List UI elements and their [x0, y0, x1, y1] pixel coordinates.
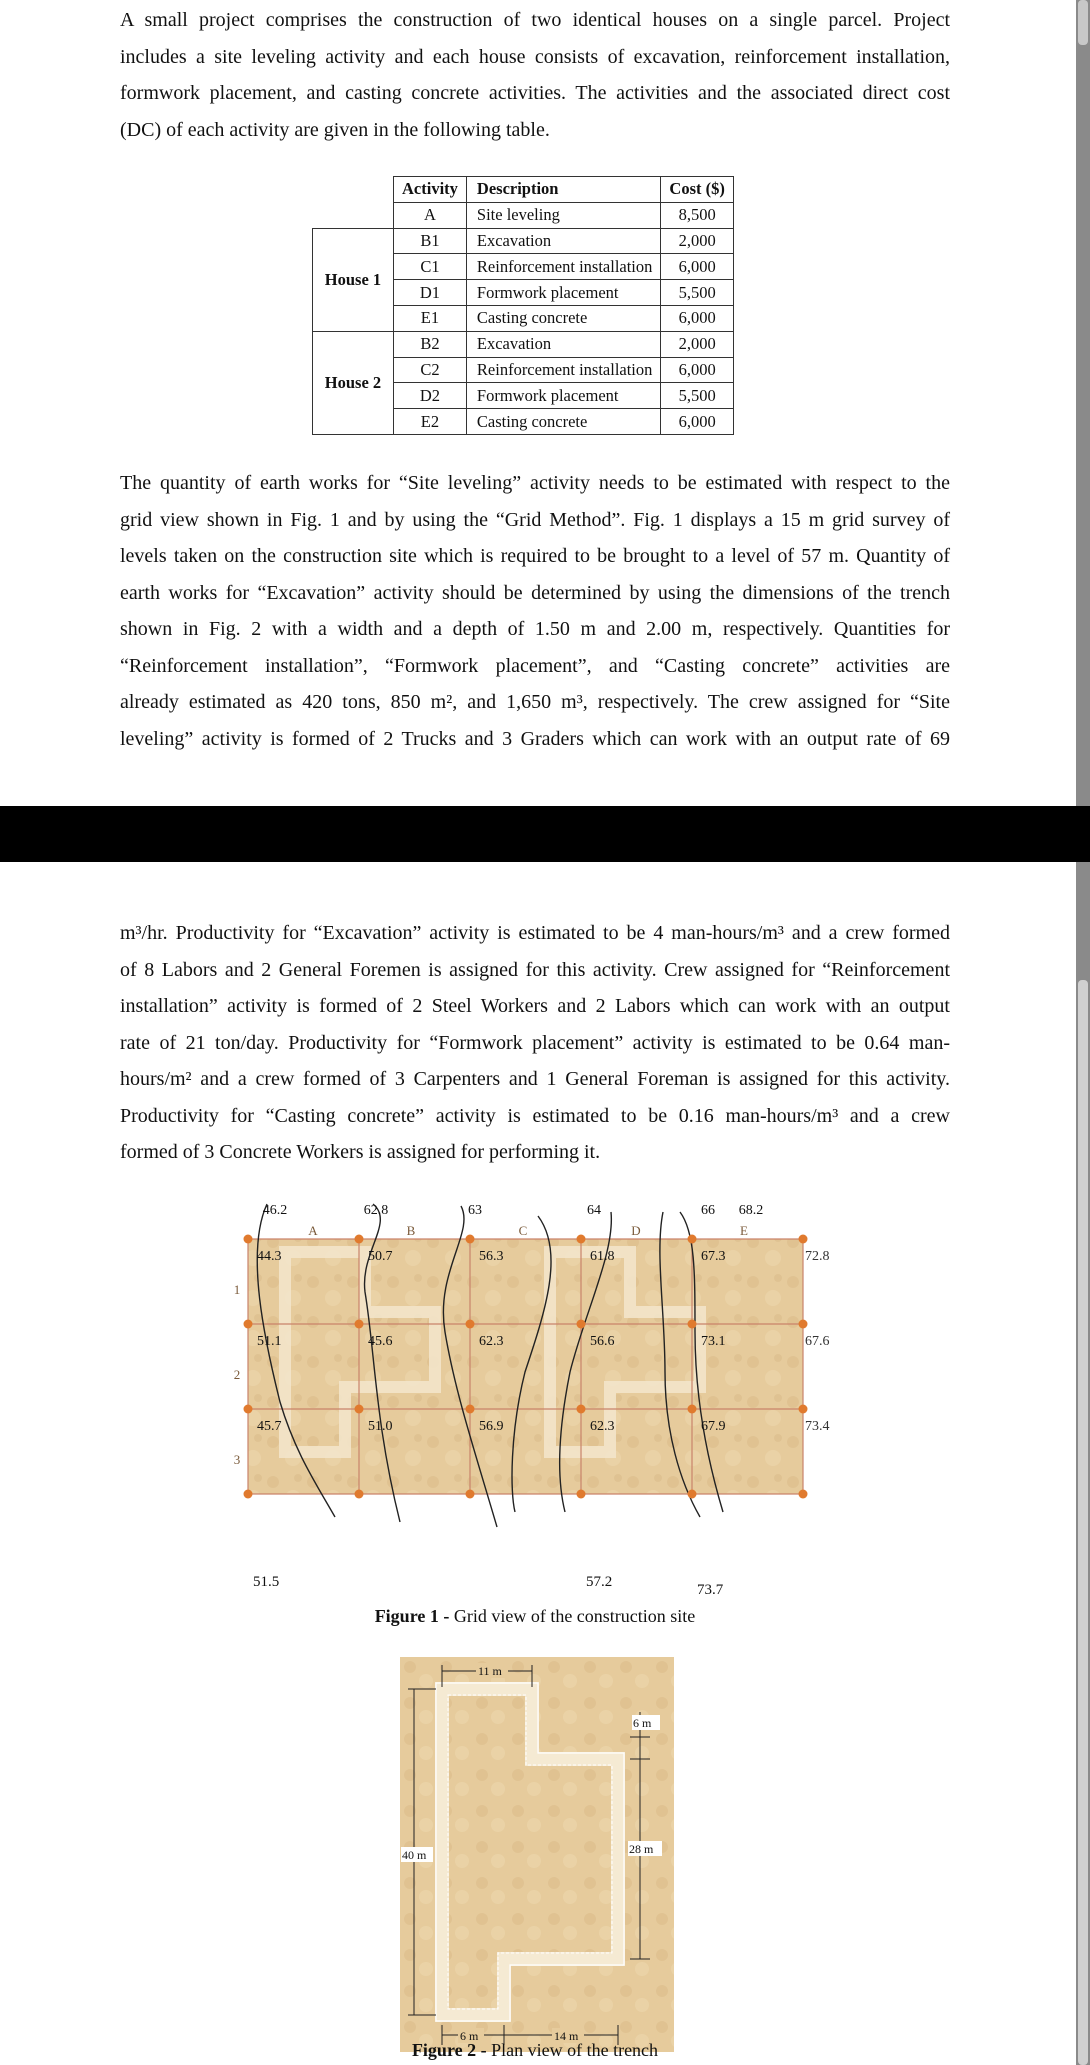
activity-description: Casting concrete: [466, 305, 661, 331]
text-line: hours/m² and a crew formed of 3 Carpenters and 1 General Foreman is assigned for this activity.: [120, 1068, 950, 1090]
text-line: grid view shown in Fig. 1 and by using the “Grid Method”. Fig. 1 displays a 15 m grid survey of: [120, 508, 950, 531]
activity-id: C1: [394, 254, 467, 280]
figure-2-caption-label: Figure 2 -: [411, 2040, 487, 2060]
activity-cost: 6,000: [661, 254, 733, 280]
grid-level: 73.1: [701, 1334, 726, 1349]
text-line: formwork placement, and casting concrete activities. The activities and the associated direct cost: [120, 82, 950, 104]
activity-cost: 8,500: [661, 202, 733, 228]
page-separator: [0, 806, 1090, 862]
table-blank-cell: [313, 202, 394, 228]
dim-top: 11 m: [478, 1664, 502, 1678]
contour-label: 62.8: [363, 1203, 389, 1218]
text-line: levels taken on the construction site which is required to be brought to a level of 57 m. Quantity of: [120, 545, 950, 567]
text-line: “Reinforcement installation”, “Formwork placement”, and “Casting concrete” activities are: [120, 654, 950, 677]
page-2: [0, 862, 1076, 2065]
text-line: leveling” activity is formed of 2 Trucks and 3 Graders which can work with an output rate of 69: [120, 727, 950, 750]
text-line: (DC) of each activity are given in the following table.: [120, 118, 550, 141]
text-line: includes a site leveling activity and each house consists of excavation, reinforcement installation,: [120, 45, 950, 68]
activity-id: A: [394, 202, 467, 228]
activity-cost: 6,000: [661, 409, 733, 435]
figure-2-trench-plan: [400, 1657, 674, 2052]
grid-level: 51.0: [368, 1419, 393, 1434]
activity-description: Formwork placement: [466, 280, 661, 306]
figure-1-caption-text: Grid view of the construction site: [449, 1606, 696, 1626]
figure-2-caption-text: Plan view of the trench: [486, 2040, 659, 2060]
table-blank-cell: [313, 177, 394, 203]
grid-level: 51.1: [257, 1334, 282, 1349]
activity-id: D1: [394, 280, 467, 306]
grid-level: 44.3: [257, 1249, 282, 1264]
activity-cost: 6,000: [661, 357, 733, 383]
contour-label: 57.2: [586, 1574, 613, 1590]
activity-id: B2: [394, 331, 467, 357]
column-label: D: [631, 1223, 641, 1238]
grid-level: 61.8: [590, 1249, 615, 1264]
activity-id: E1: [394, 305, 467, 331]
grid-level: 62.3: [479, 1334, 504, 1349]
header-cost: Cost ($): [661, 177, 733, 203]
contour-label: 73.7: [697, 1582, 724, 1598]
row-label: 3: [233, 1452, 241, 1467]
contour-label: 68.2: [738, 1203, 764, 1218]
figure-1-grid: [225, 1192, 830, 1502]
grid-level: 50.7: [368, 1249, 393, 1264]
text-line: The quantity of earth works for “Site leveling” activity needs to be estimated with respect to the: [120, 472, 950, 494]
dim-bottom-left: 6 m: [460, 2029, 479, 2043]
column-label: E: [740, 1223, 748, 1238]
activity-description: Reinforcement installation: [466, 254, 661, 280]
activity-id: B1: [394, 228, 467, 254]
page-1: [0, 0, 1076, 806]
column-label: B: [406, 1223, 416, 1238]
grid-level: 51.5: [253, 1574, 280, 1590]
table-row: [313, 202, 734, 228]
contour-label: 46.2: [262, 1203, 288, 1218]
grid-level: 67.9: [701, 1419, 726, 1434]
contour-label: 66: [701, 1203, 715, 1218]
grid-level: 62.3: [590, 1419, 615, 1434]
text-line: rate of 21 ton/day. Productivity for “Formwork placement” activity is estimated to be 0.64 man-: [120, 1031, 950, 1054]
grid-level: 67.3: [701, 1249, 726, 1264]
row-label: 1: [233, 1282, 241, 1297]
activity-table: [312, 176, 734, 435]
row-label: 2: [233, 1367, 241, 1382]
dim-right: 28 m: [629, 1842, 654, 1856]
text-line: formed of 3 Concrete Workers is assigned for performing it.: [120, 1141, 601, 1163]
grid-level: 45.6: [368, 1334, 393, 1349]
activity-description: Excavation: [466, 331, 661, 357]
table-row: [313, 228, 734, 254]
activity-cost: 5,500: [661, 383, 733, 409]
text-line: Productivity for “Casting concrete” activity is estimated to be 0.16 man-hours/m³ and a crew: [120, 1104, 950, 1127]
table-header-row: [313, 177, 734, 203]
grid-level: 56.3: [479, 1249, 504, 1264]
activity-description: Reinforcement installation: [466, 357, 661, 383]
dim-left: 40 m: [402, 1848, 427, 1862]
text-line: already estimated as 420 tons, 850 m², and 1,650 m³, respectively. The crew assigned for “Site: [120, 691, 950, 713]
activity-cost: 5,500: [661, 280, 733, 306]
scrollbar-track[interactable]: [1076, 0, 1090, 2065]
activity-id: C2: [394, 357, 467, 383]
table-row: [313, 331, 734, 357]
dim-bottom-right: 14 m: [554, 2029, 579, 2043]
figure-1-caption: [280, 1606, 790, 1627]
text-line: of 8 Labors and 2 General Foremen is assigned for this activity. Crew assigned for “Reinforcement: [120, 958, 950, 981]
text-line: A small project comprises the construction of two identical houses on a single parcel. Project: [120, 9, 950, 31]
column-label: A: [308, 1223, 318, 1238]
text-line: installation” activity is formed of 2 Steel Workers and 2 Labors which can work with an output: [120, 995, 950, 1017]
grid-level: 56.6: [590, 1334, 615, 1349]
quantity-paragraph: [120, 465, 950, 757]
grid-level: 67.6: [805, 1334, 830, 1349]
house-2-group: House 2: [313, 331, 394, 434]
text-line: m³/hr. Productivity for “Excavation” activity is estimated to be 4 man-hours/m³ and a crew formed: [120, 922, 950, 944]
grid-level: 73.4: [805, 1419, 830, 1434]
activity-cost: 2,000: [661, 331, 733, 357]
activity-id: D2: [394, 383, 467, 409]
scrollbar-thumb-prev[interactable]: [1078, 0, 1088, 45]
scrollbar-thumb[interactable]: [1078, 980, 1088, 2065]
activity-description: Casting concrete: [466, 409, 661, 435]
dim-right-upper: 6 m: [633, 1716, 652, 1730]
text-line: earth works for “Excavation” activity should be determined by using the dimensions of the trench: [120, 581, 950, 604]
activity-description: Site leveling: [466, 202, 661, 228]
activity-cost: 6,000: [661, 305, 733, 331]
house-1-group: House 1: [313, 228, 394, 331]
header-description: Description: [466, 177, 661, 203]
grid-level: 56.9: [479, 1419, 504, 1434]
productivity-paragraph: [120, 915, 950, 1171]
column-label: C: [518, 1223, 528, 1238]
contour-label: 64: [587, 1203, 601, 1218]
intro-paragraph: [120, 2, 950, 148]
figure-2-caption: [350, 2040, 720, 2061]
figure-1-caption-label: Figure 1 -: [374, 1606, 450, 1626]
activity-description: Excavation: [466, 228, 661, 254]
activity-cost: 2,000: [661, 228, 733, 254]
text-line: shown in Fig. 2 with a width and a depth of 1.50 m and 2.00 m, respectively. Quantities for: [120, 618, 950, 640]
activity-id: E2: [394, 409, 467, 435]
contour-label: 63: [468, 1203, 482, 1218]
grid-level: 45.7: [257, 1419, 282, 1434]
activity-description: Formwork placement: [466, 383, 661, 409]
header-activity: Activity: [394, 177, 467, 203]
grid-level: 72.8: [805, 1249, 830, 1264]
